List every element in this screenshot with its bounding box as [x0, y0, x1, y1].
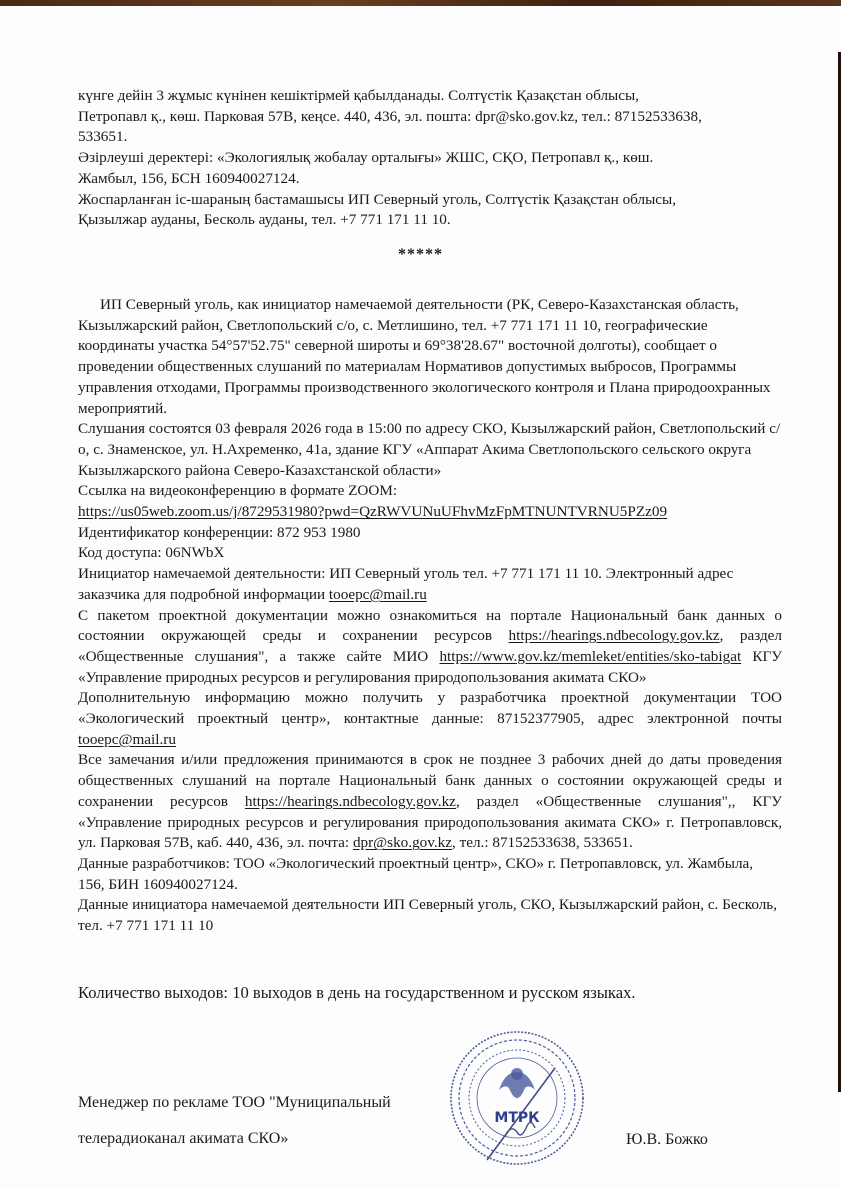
developer-info-paragraph [78, 688, 782, 750]
developers-data: Данные разработчиков: ТОО «Экологический проектный центр», СКО» г. Петропавловск, ул. Жамбыла, 156, БИН 160940027124. [78, 854, 754, 893]
zoom-link[interactable]: https://us05web.zoom.us/j/8729531980?pwd=QzRWVUNuUFhvMzFpMTNUNTVRNU5PZz09 [78, 503, 668, 521]
kazakh-line: Петропавл қ., көш. Парковая 57В, кеңсе. 440, 436, эл. пошта: dpr@sko.gov.kz, тел.: 87152533638, [78, 107, 702, 125]
official-stamp-icon [447, 1028, 587, 1168]
signer-name: Ю.В. Божко [626, 1131, 708, 1148]
kazakh-line: Жамбыл, 156, БСН 160940027124. [78, 169, 300, 187]
kazakh-line: Жоспарланған іс-шараның бастамашысы ИП Северный уголь, Солтүстік Қазақстан облысы, [78, 190, 677, 208]
broadcast-count: Количество выходов: 10 выходов в день на государственном и русском языках. [78, 983, 636, 1002]
conference-id: Идентификатор конференции: 872 953 1980 [78, 523, 361, 541]
remarks-paragraph [78, 750, 782, 854]
signature-title-line1: Менеджер по рекламе ТОО "Муниципальный [78, 1094, 391, 1111]
access-code: Код доступа: 06NWbX [78, 544, 225, 562]
zoom-label: Ссылка на видеоконференцию в формате ZOOM: [78, 482, 398, 500]
kazakh-line: Әзірлеуші деректері: «Экологиялық жобалау орталығы» ЖШС, СҚО, Петропавл қ., көш. [78, 149, 654, 167]
hearing-paragraph: Слушания состоятся 03 февраля 2026 года в 15:00 по адресу СКО, Кызылжарский район, Светлопольский с/о, с. Знаменское, ул. Н.Ахременко, 41а, здание КГУ «Аппарат Акима Светлопольского сельского округа Кызылжарского района Северо-Казахстанской области» [78, 420, 781, 479]
remarks-text: , раздел «Общественные слушания",, КГУ «Управление природных ресурсов и регулирования природопользования акимата СКО» г. Петропавловск, ул. Парковая 57В, каб. 440, 436, эл. почта: [78, 792, 782, 852]
kazakh-line: Қызылжар ауданы, Бесколь ауданы, тел. +7 771 171 11 10. [78, 211, 451, 229]
photo-background-top [0, 0, 841, 6]
package-text: КГУ «Управление природных ресурсов и регулирования природопользования акимата СКО» [78, 647, 783, 686]
remarks-email-link[interactable]: dpr@sko.gov.kz [352, 834, 452, 852]
kazakh-line: күнге дейін 3 жұмыс күнінен кешіктірмей қабылданады. Солтүстік Қазақстан облысы, [78, 87, 639, 104]
mio-site-link[interactable]: https://www.gov.kz/memleket/entities/sko-tabigat [439, 647, 742, 665]
developer-info-text: Дополнительную информацию можно получить у разработчика проектной документации ТОО «Экологический проектный центр», контактные данные: 87152377905, адрес электронной почты [78, 689, 782, 728]
package-paragraph [78, 606, 782, 689]
developer-email-link[interactable]: tooepc@mail.ru [78, 730, 176, 748]
package-text: С пакетом проектной документации можно ознакомиться на портале Национальный банк данных о состоянии окружающей среды и сохранении ресурсов [78, 606, 782, 645]
kazakh-section [78, 86, 778, 231]
remarks-portal-link[interactable]: https://hearings.ndbecology.gov.kz [244, 792, 456, 810]
russian-section [78, 295, 782, 937]
initiator-contact-text: Инициатор намечаемой деятельности: ИП Северный уголь тел. +7 771 171 11 10. Электронный адрес заказчика для подробной информации [78, 565, 734, 603]
stamp-text: МТРК [494, 1110, 540, 1126]
initiator-email-link[interactable]: tooepc@mail.ru [328, 585, 427, 603]
remarks-text: Все замечания и/или предложения принимаются в срок не позднее 3 рабочих дней до даты проведения общественных слушаний на портале Национальный банк данных о состоянии окружающей среды и сохранении ресурсов [78, 751, 782, 810]
hearings-portal-link[interactable]: https://hearings.ndbecology.gov.kz [508, 627, 720, 645]
remarks-text: , тел.: 87152533638, 533651. [452, 834, 633, 852]
signature-title-line2: телерадиоканал акимата СКО» [78, 1130, 289, 1147]
package-text: , раздел «Общественные слушания", а также сайте МИО [78, 627, 783, 665]
kazakh-line: 533651. [78, 128, 128, 146]
initiator-data: Данные инициатора намечаемой деятельности ИП Северный уголь, СКО, Кызылжарский район, с. Бесколь, тел. +7 771 171 11 10 [78, 896, 778, 935]
section-separator: ***** [398, 246, 443, 263]
initiator-contact-paragraph [78, 564, 782, 605]
intro-paragraph: ИП Северный уголь, как инициатор намечаемой деятельности (РК, Северо-Казахстанская область, Кызылжарский район, Светлопольский с/о, с. Метлишино, тел. +7 771 171 11 10, географические координаты участка 54°57'52.75" северной широты и 69°38'28.67" восточной долготы), сообщает о проведении общественных слушаний по материалам Нормативов допустимых выбросов, Программы управления отходами, Программы производственного экологического контроля и Плана природоохранных мероприятий. [78, 296, 771, 417]
